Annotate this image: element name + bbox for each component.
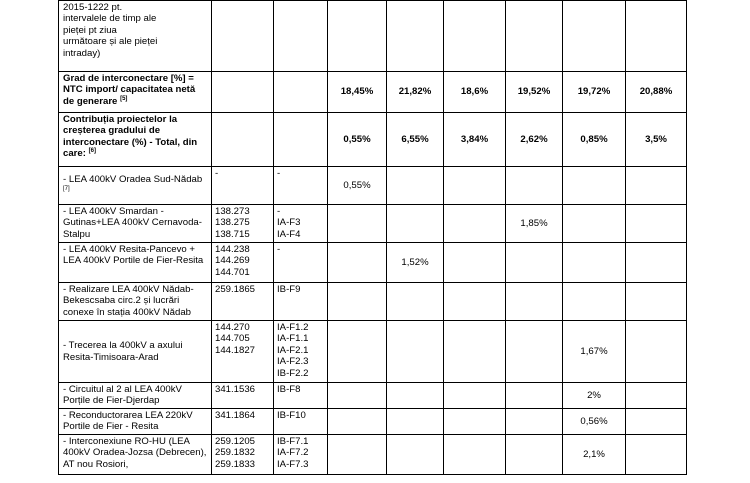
- code-cell: -: [212, 167, 274, 205]
- value-cell: [328, 1, 387, 72]
- table-row: [59, 321, 687, 383]
- value-cell: [626, 1, 687, 72]
- value-cell: [387, 205, 444, 243]
- value-cell: [328, 409, 387, 435]
- value-cell: 0,55%: [328, 167, 387, 205]
- value-cell: [328, 205, 387, 243]
- value-cell: [506, 167, 563, 205]
- value-cell: [563, 167, 626, 205]
- value-cell: [626, 321, 687, 383]
- value-cell: [506, 383, 563, 409]
- ref-cell: IB-F9: [274, 283, 328, 321]
- value-cell: 19,72%: [563, 72, 626, 113]
- value-cell: 1,52%: [387, 243, 444, 283]
- code-cell: [212, 72, 274, 113]
- value-cell: [444, 321, 506, 383]
- code-cell: [212, 113, 274, 167]
- code-cell: 144.238 144.269 144.701: [212, 243, 274, 283]
- value-cell: [444, 409, 506, 435]
- value-cell: 20,88%: [626, 72, 687, 113]
- value-cell: [387, 283, 444, 321]
- row-label: 2015-1222 pt. intervalele de timp ale pieței pt ziua următoare și ale pieței intraday): [59, 1, 212, 72]
- value-cell: [328, 243, 387, 283]
- value-cell: 3,5%: [626, 113, 687, 167]
- value-cell: [626, 243, 687, 283]
- value-cell: 6,55%: [387, 113, 444, 167]
- value-cell: [563, 243, 626, 283]
- value-cell: [506, 1, 563, 72]
- value-cell: [563, 205, 626, 243]
- value-cell: [387, 409, 444, 435]
- code-cell: 259.1865: [212, 283, 274, 321]
- ref-cell: IB-F8: [274, 383, 328, 409]
- value-cell: 21,82%: [387, 72, 444, 113]
- value-cell: [274, 72, 328, 113]
- ref-cell: -: [274, 243, 328, 283]
- code-cell: 259.1205 259.1832 259.1833: [212, 435, 274, 475]
- row-label: - Realizare LEA 400kV Nădab-Bekescsaba circ.2 și lucrări conexe în stația 400kV Nădab: [59, 283, 212, 321]
- value-cell: [626, 409, 687, 435]
- value-cell: 19,52%: [506, 72, 563, 113]
- table-row: [59, 435, 687, 475]
- value-cell: 2%: [563, 383, 626, 409]
- value-cell: [387, 383, 444, 409]
- ref-cell: - IA-F3 IA-F4: [274, 205, 328, 243]
- value-cell: [506, 435, 563, 475]
- value-cell: [444, 1, 506, 72]
- value-cell: [328, 383, 387, 409]
- value-cell: 18,6%: [444, 72, 506, 113]
- value-cell: [506, 243, 563, 283]
- value-cell: [626, 435, 687, 475]
- table-row: [59, 243, 687, 283]
- value-cell: [387, 435, 444, 475]
- value-cell: [444, 205, 506, 243]
- value-cell: [328, 283, 387, 321]
- value-cell: [563, 283, 626, 321]
- value-cell: 1,67%: [563, 321, 626, 383]
- value-cell: [506, 409, 563, 435]
- value-cell: 3,84%: [444, 113, 506, 167]
- row-label: - LEA 400kV Smardan - Gutinas+LEA 400kV Cernavoda-Stalpu: [59, 205, 212, 243]
- table-row: [59, 383, 687, 409]
- row-label: - Reconductorarea LEA 220kV Portile de Fier - Resita: [59, 409, 212, 435]
- value-cell: 0,56%: [563, 409, 626, 435]
- value-cell: [328, 435, 387, 475]
- value-cell: [328, 321, 387, 383]
- value-cell: 1,85%: [506, 205, 563, 243]
- row-label: - Circuitul al 2 al LEA 400kV Porțile de Fier-Djerdap: [59, 383, 212, 409]
- value-cell: 0,85%: [563, 113, 626, 167]
- table-row: [59, 1, 687, 72]
- row-label: - LEA 400kV Oradea Sud-Nădab [7]: [59, 167, 212, 205]
- value-cell: [387, 321, 444, 383]
- value-cell: [626, 383, 687, 409]
- row-label: - Interconexiune RO-HU (LEA 400kV Oradea-Jozsa (Debrecen), AT nou Rosiori,: [59, 435, 212, 475]
- row-label: - Trecerea la 400kV a axului Resita-Timisoara-Arad: [59, 321, 212, 383]
- table-row: [59, 283, 687, 321]
- value-cell: [506, 283, 563, 321]
- ref-cell: IB-F7.1 IA-F7.2 IA-F7.3: [274, 435, 328, 475]
- value-cell: [444, 383, 506, 409]
- value-cell: 0,55%: [328, 113, 387, 167]
- value-cell: [626, 167, 687, 205]
- value-cell: [626, 283, 687, 321]
- value-cell: [444, 283, 506, 321]
- row-label: Grad de interconectare [%] = NTC import/ capacitatea netă de generare [5]: [59, 72, 212, 113]
- value-cell: [274, 113, 328, 167]
- interconnection-table: [58, 0, 687, 475]
- value-cell: [444, 167, 506, 205]
- value-cell: 2,62%: [506, 113, 563, 167]
- code-cell: 144.270 144.705 144.1827: [212, 321, 274, 383]
- table-row: [59, 113, 687, 167]
- table-row: [59, 205, 687, 243]
- ref-cell: [274, 1, 328, 72]
- value-cell: [444, 243, 506, 283]
- table-row: [59, 409, 687, 435]
- table-row: [59, 167, 687, 205]
- value-cell: [387, 167, 444, 205]
- value-cell: [506, 321, 563, 383]
- code-cell: 341.1864: [212, 409, 274, 435]
- ref-cell: IB-F10: [274, 409, 328, 435]
- code-cell: [212, 1, 274, 72]
- value-cell: [387, 1, 444, 72]
- code-cell: 138.273 138.275 138.715: [212, 205, 274, 243]
- ref-cell: -: [274, 167, 328, 205]
- value-cell: [626, 205, 687, 243]
- code-cell: 341.1536: [212, 383, 274, 409]
- ref-cell: IA-F1.2 IA-F1.1 IA-F2.1 IA-F2.3 IB-F2.2: [274, 321, 328, 383]
- value-cell: 2,1%: [563, 435, 626, 475]
- value-cell: 18,45%: [328, 72, 387, 113]
- value-cell: [444, 435, 506, 475]
- row-label: Contribuția proiectelor la creșterea gradului de interconectare (%) - Total, din care: [6]: [59, 113, 212, 167]
- row-label: - LEA 400kV Resita-Pancevo + LEA 400kV Portile de Fier-Resita: [59, 243, 212, 283]
- value-cell: [563, 1, 626, 72]
- table-row: [59, 72, 687, 113]
